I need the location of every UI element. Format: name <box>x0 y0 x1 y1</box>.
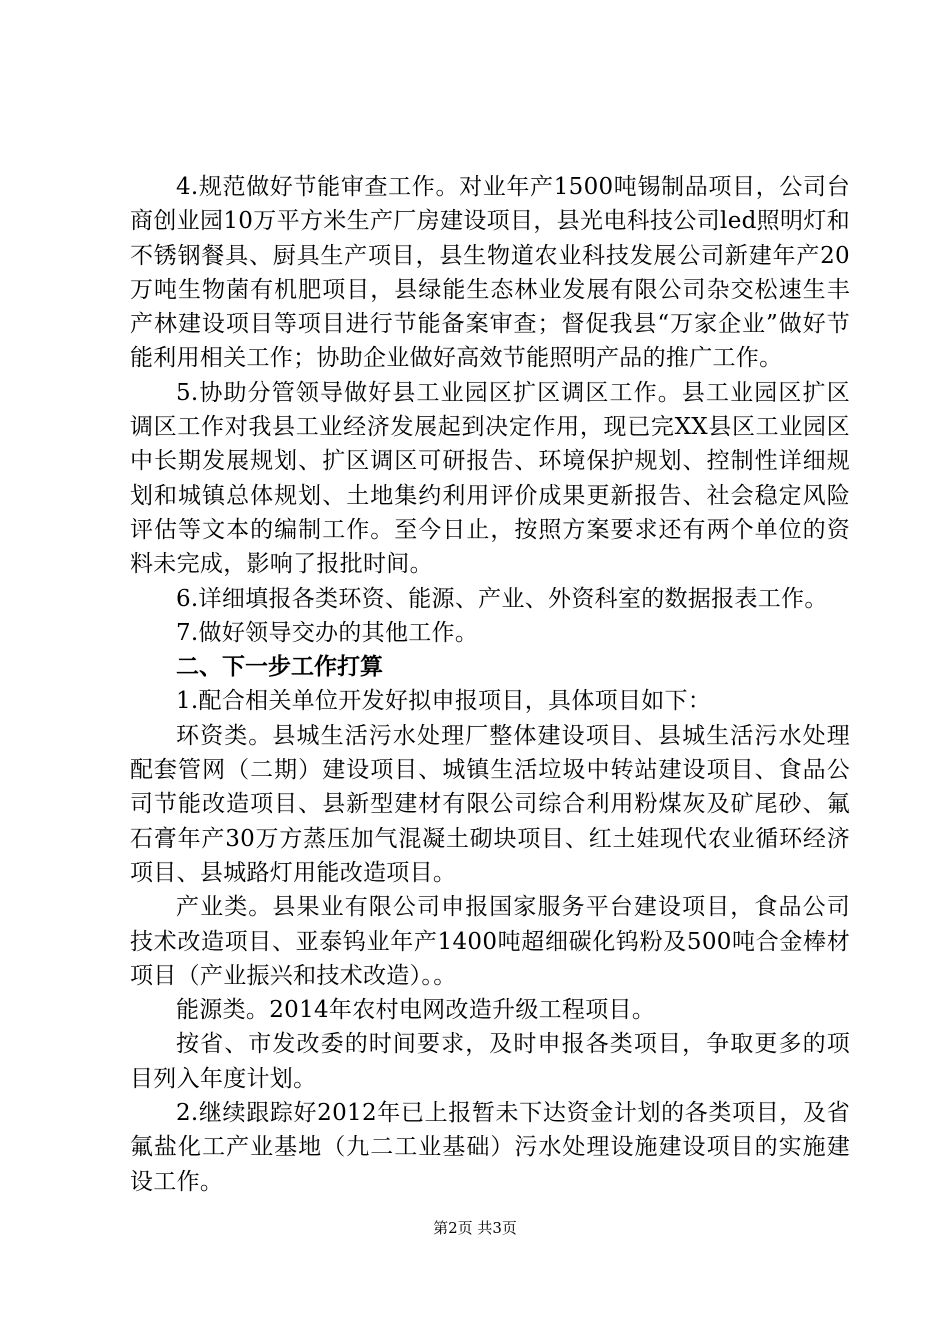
paragraph-project-list-intro: 1.配合相关单位开发好拟申报项目，具体项目如下： <box>176 688 712 715</box>
paragraph-environment-projects: 环资类。县城生活污水处理厂整体建设项目、县城生活污水处理配套管网（二期）建设项目、城镇生活垃圾中转站建设项目、食品公司节能改造项目、县新型建材有限公司综合利用粉煤灰及矿尾砂、氟石膏年产30万方蒸压加气混凝土砌块项目、红土娃现代农业循环经济项目、县城路灯用能改造项目。 <box>130 722 850 886</box>
page-footer: 第2页 共3页 <box>433 1219 517 1237</box>
paragraph-industrial-park: 5.协助分管领导做好县工业园区扩区调区工作。县工业园区扩区调区工作对我县工业经济发展起到决定作用，现已完XX县区工业园区中长期发展规划、扩区调区可研报告、环境保护规划、控制性详细规划和城镇总体规划、土地集约利用评价成果更新报告、社会稳定风险评估等文本的编制工作。至今日止，按照方案要求还有两个单位的资料未完成，影响了报批时间。 <box>130 379 850 578</box>
section-heading-next-steps: 二、下一步工作打算 <box>176 654 383 681</box>
paragraph-data-reports: 6.详细填报各类环资、能源、产业、外资科室的数据报表工作。 <box>176 585 828 612</box>
paragraph-industry-projects: 产业类。县果业有限公司申报国家服务平台建设项目，食品公司技术改造项目、亚泰钨业年产1400吨超细碳化钨粉及500吨合金棒材项目（产业振兴和技术改造）。。 <box>130 894 850 989</box>
document-body <box>130 170 850 1199</box>
paragraph-energy-projects: 能源类。2014年农村电网改造升级工程项目。 <box>176 997 656 1024</box>
paragraph-follow-up: 2.继续跟踪好2012年已上报暂未下达资金计划的各类项目，及省氟盐化工产业基地（九二工业基础）污水处理设施建设项目的实施建设工作。 <box>130 1100 850 1195</box>
paragraph-timely-reporting: 按省、市发改委的时间要求，及时申报各类项目，争取更多的项目列入年度计划。 <box>130 1031 850 1092</box>
paragraph-other-work: 7.做好领导交办的其他工作。 <box>176 619 479 646</box>
paragraph-energy-review: 4.规范做好节能审查工作。对业年产1500吨锡制品项目，公司台商创业园10万平方米生产厂房建设项目，县光电科技公司led照明灯和不锈钢餐具、厨具生产项目，县生物道农业科技发展公司新建年产20万吨生物菌有机肥项目，县绿能生态林业发展有限公司杂交松速生丰产林建设项目等项目进行节能备案审查；督促我县“万家企业”做好节能利用相关工作；协助企业做好高效节能照明产品的推广工作。 <box>130 174 850 372</box>
